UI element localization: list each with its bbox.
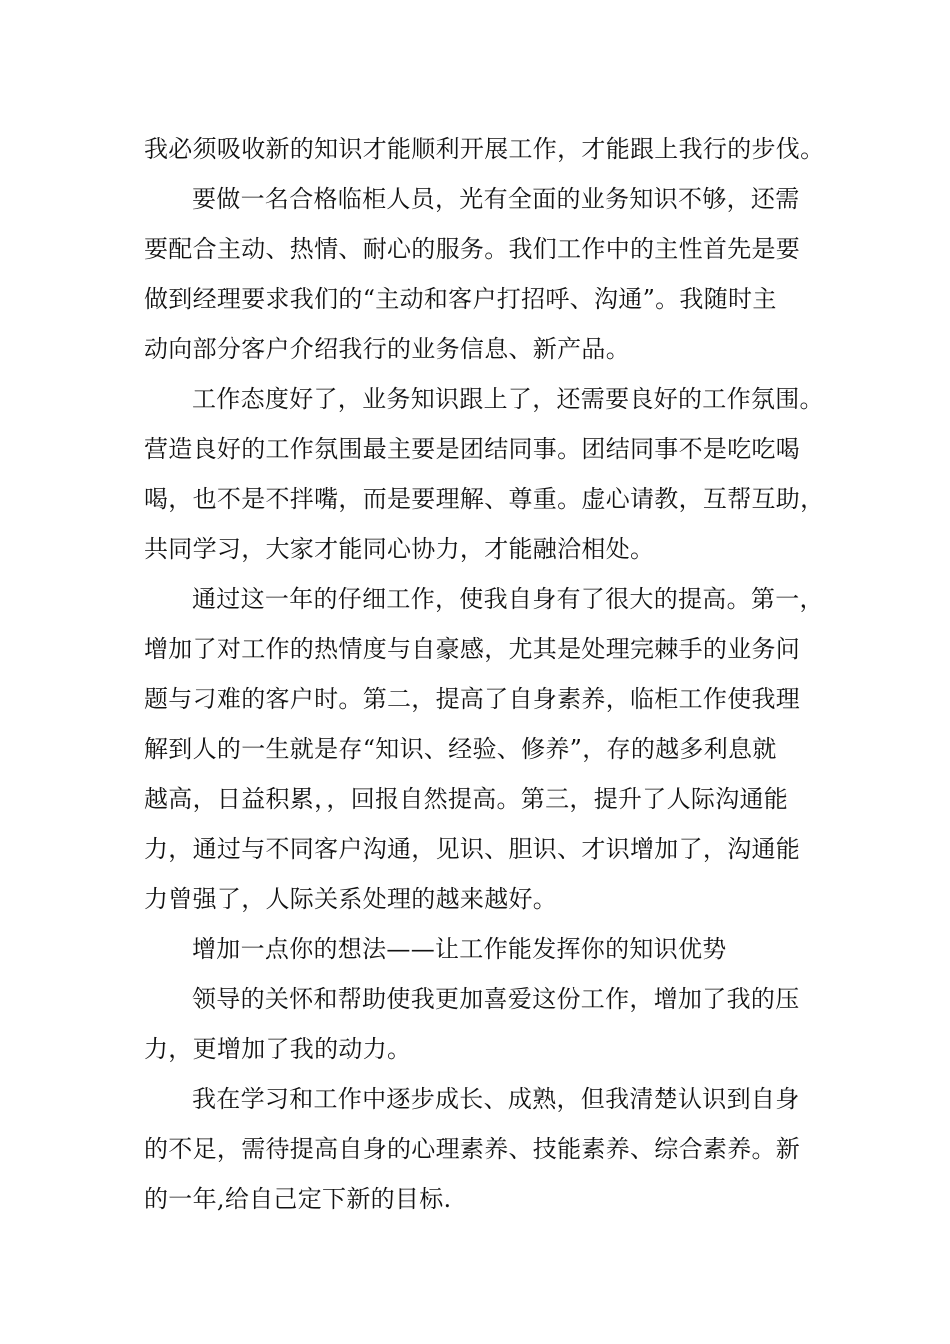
document-body <box>144 124 825 1224</box>
text-line: 力，通过与不同客户沟通，见识、胆识、才识增加了，沟通能 <box>144 835 801 863</box>
text-line: 增加一点你的想法——让工作能发挥你的知识优势 <box>192 935 727 963</box>
text-line: 的一年,给自己定下新的目标. <box>144 1185 452 1213</box>
paragraph-1 <box>144 124 825 174</box>
paragraph-7 <box>144 1074 806 1224</box>
text-line: 题与刁难的客户时。第二，提高了自身素养，临柜工作使我理 <box>144 685 801 713</box>
paragraph-5 <box>144 924 806 974</box>
text-line: 领导的关怀和帮助使我更加喜爱这份工作，增加了我的压 <box>192 985 800 1013</box>
paragraph-4 <box>144 574 824 924</box>
text-line: 我在学习和工作中逐步成长、成熟，但我清楚认识到自身 <box>192 1085 800 1113</box>
text-line: 营造良好的工作氛围最主要是团结同事。团结同事不是吃吃喝 <box>144 435 801 463</box>
text-line: 做到经理要求我们的“主动和客户打招呼、沟通”。我随时主 <box>144 285 777 313</box>
text-line: 力曾强了，人际关系处理的越来越好。 <box>144 885 558 913</box>
text-line: 解到人的一生就是存“知识、经验、修养”，存的越多利息就 <box>144 735 777 763</box>
text-line: 要做一名合格临柜人员，光有全面的业务知识不够，还需 <box>192 185 800 213</box>
text-line: 的不足，需待提高自身的心理素养、技能素养、综合素养。新 <box>144 1135 801 1163</box>
text-line: 通过这一年的仔细工作，使我自身有了很大的提高。第一， <box>192 585 824 613</box>
text-line: 要配合主动、热情、耐心的服务。我们工作中的主性首先是要 <box>144 235 801 263</box>
paragraph-2 <box>144 174 806 374</box>
text-line: 我必须吸收新的知识才能顺利开展工作，才能跟上我行的步伐。 <box>144 135 825 163</box>
text-line: 动向部分客户介绍我行的业务信息、新产品。 <box>144 335 630 363</box>
text-line: 力，更增加了我的动力。 <box>144 1035 412 1063</box>
paragraph-3 <box>144 374 825 574</box>
text-line: 喝，也不是不拌嘴，而是要理解、尊重。虚心请教，互帮互助， <box>144 485 825 513</box>
text-line: 越高，日益积累，，回报自然提高。第三，提升了人际沟通能 <box>144 785 789 813</box>
paragraph-6 <box>144 974 806 1074</box>
text-line: 增加了对工作的热情度与自豪感，尤其是处理完棘手的业务问 <box>144 635 801 663</box>
text-line: 共同学习，大家才能同心协力，才能融洽相处。 <box>144 535 655 563</box>
text-line: 工作态度好了，业务知识跟上了，还需要良好的工作氛围。 <box>192 385 824 413</box>
